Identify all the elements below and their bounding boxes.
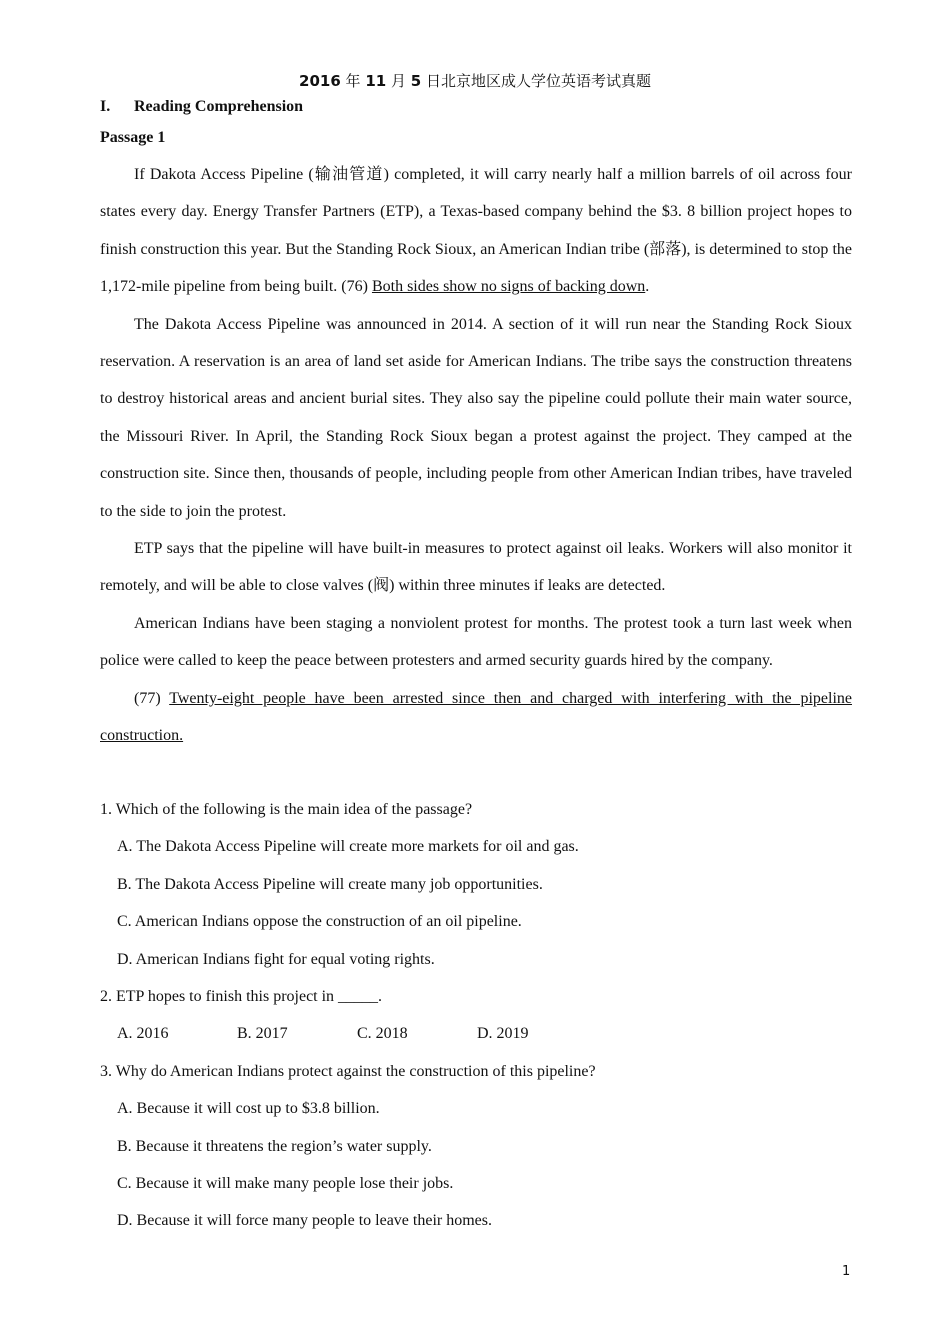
question-3-option-b: B. Because it threatens the region’s water supply. [117,1137,432,1155]
question-1-option-d: D. American Indians fight for equal voting rights. [117,950,435,968]
paragraph-3: ETP says that the pipeline will have built-in measures to protect against oil leaks. Workers will also monitor it remotely, and will be able to close valves (阀) within three minutes if leaks are detected. [100,540,852,595]
question-list [100,791,852,1240]
section-heading [100,96,303,118]
title-day: 5 [410,72,422,90]
page-number: 1 [842,1264,851,1279]
underlined-sentence-76: Both sides show no signs of backing down [371,278,646,296]
page-title [0,70,950,92]
paragraph-text: (77) [134,689,170,707]
question-2-options [117,1015,852,1052]
section-label: Reading Comprehension [134,98,304,115]
paragraph-2: The Dakota Access Pipeline was announced in 2014. A section of it will run near the Standing Rock Sioux reservation. A reservation is an area of land set aside for American Indians. The tribe says the construction threatens to destroy historical areas and ancient burial sites. They also say the pipeline could pollute their main water source, the Missouri River. In April, the Standing Rock Sioux began a protest against the project. They camped at the construction site. Since then, thousands of people, including people from other American Indian tribes, have traveled to the side to join the protest. [100,315,852,520]
underlined-sentence-77: Twenty-eight people have been arrested since then and charged with interfering with the pipeline construction. [100,689,852,745]
paragraph-text: . [645,278,650,296]
paragraph-text: If Dakota Access Pipeline (输油管道) completed, it will carry nearly half a million barrels of oil across four states every day. Energy Transfer Partners (ETP), a Texas-based company behind the $3. 8 billion project hopes to finish construction this year. But the Standing Rock Sioux, an American Indian tribe (部落), is determined to stop the 1,172-mile pipeline from being built. (76) [100,166,852,296]
paragraph-4: American Indians have been staging a nonviolent protest for months. The protest took a turn last week when police were called to keep the peace between protesters and armed security guards hired by the company. [100,614,852,670]
question-3-option-a: A. Because it will cost up to $3.8 billion. [117,1100,380,1118]
question-1-option-b: B. The Dakota Access Pipeline will create many job opportunities. [117,875,543,893]
question-2-option-b: B. 2017 [237,1025,288,1043]
title-year: 2016 [299,72,341,90]
question-2-option-c: C. 2018 [357,1025,408,1043]
title-part: 月 [386,72,411,90]
question-2-stem: 2. ETP hopes to finish this project in _____. [100,988,383,1006]
title-month: 11 [365,72,387,90]
question-3-option-d: D. Because it will force many people to leave their homes. [117,1212,492,1230]
question-2-option-a: A. 2016 [117,1025,169,1043]
question-3-stem: 3. Why do American Indians protect against the construction of this pipeline? [100,1062,596,1080]
passage-body [100,156,852,755]
passage-label: Passage 1 [100,129,166,146]
paragraph-5 [100,680,852,755]
section-number: I. [100,98,111,115]
paragraph-1 [100,156,852,306]
question-1-option-c: C. American Indians oppose the construction of an oil pipeline. [117,913,522,931]
title-part: 日北京地区成人学位英语考试真题 [421,72,651,90]
question-1-stem: 1. Which of the following is the main idea of the passage? [100,801,473,818]
question-3-option-c: C. Because it will make many people lose their jobs. [117,1175,454,1193]
title-part: 年 [340,72,366,90]
question-1-option-a: A. The Dakota Access Pipeline will create more markets for oil and gas. [117,838,579,856]
question-2-option-d: D. 2019 [477,1025,529,1043]
